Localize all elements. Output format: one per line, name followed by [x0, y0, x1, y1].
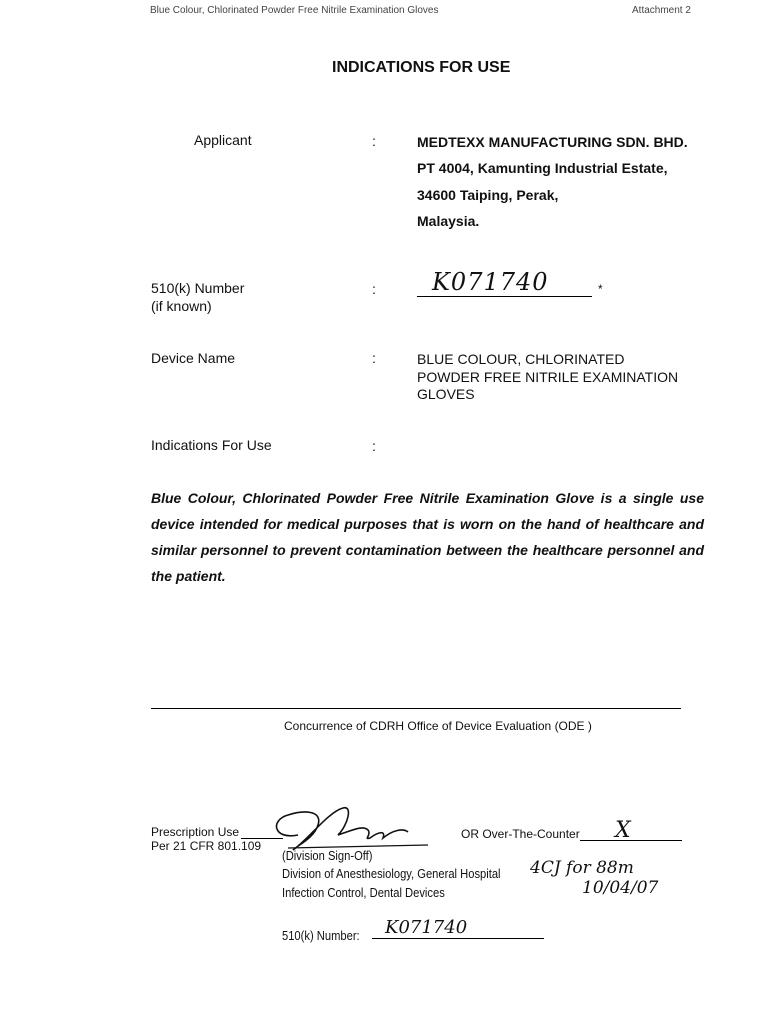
- handwritten-date: 10/04/07: [582, 878, 659, 898]
- footer-k-number-label: 510(k) Number:: [282, 928, 360, 943]
- otc-label: OR Over-The-Counter: [461, 827, 580, 841]
- applicant-colon: :: [372, 133, 376, 149]
- k-number-if-known: (if known): [151, 298, 212, 314]
- division-name: Division of Anesthesiology, General Hospital: [282, 866, 501, 881]
- indications-label: Indications For Use: [151, 437, 272, 453]
- concurrence-text: Concurrence of CDRH Office of Device Evaluation (ODE ): [284, 719, 592, 733]
- k-number-asterisk: *: [598, 282, 603, 296]
- device-name-line1: BLUE COLOUR, CHLORINATED: [417, 351, 625, 367]
- header-right-text: Attachment 2: [632, 5, 691, 16]
- prescription-use-label: Prescription Use: [151, 825, 240, 839]
- header-left-text: Blue Colour, Chlorinated Powder Free Nitrile Examination Gloves: [150, 5, 439, 16]
- indications-colon: :: [372, 438, 376, 454]
- applicant-address-line1: PT 4004, Kamunting Industrial Estate,: [417, 160, 668, 176]
- applicant-name: MEDTEXX MANUFACTURING SDN. BHD.: [417, 134, 688, 150]
- footer-k-number-underline: [372, 938, 544, 939]
- k-number-underline: [417, 296, 592, 297]
- device-name-colon: :: [372, 350, 376, 366]
- infection-control-label: Infection Control, Dental Devices: [282, 885, 445, 900]
- page-title: INDICATIONS FOR USE: [332, 59, 511, 76]
- handwritten-initials: 4CJ for 88m: [530, 858, 634, 878]
- applicant-country: Malaysia.: [417, 213, 480, 229]
- device-name-line2: POWDER FREE NITRILE EXAMINATION: [417, 369, 679, 385]
- footer-k-number-handwritten: K071740: [385, 917, 468, 938]
- device-name-label: Device Name: [151, 350, 236, 366]
- device-name-line3: GLOVES: [417, 386, 475, 402]
- applicant-label: Applicant: [194, 132, 252, 148]
- k-number-handwritten: K071740: [432, 268, 549, 296]
- otc-handwritten-mark: X: [615, 818, 631, 843]
- k-number-label: 510(k) Number: [151, 280, 245, 296]
- applicant-address-line2: 34600 Taiping, Perak,: [417, 187, 559, 203]
- otc-blank: [580, 840, 682, 841]
- indications-paragraph: Blue Colour, Chlorinated Powder Free Nitrile Examination Glove is a single use device intended for medical purposes that is worn on the hand of healthcare and similar personnel to prevent contamination between the healthcare personnel and the patient.: [151, 490, 704, 584]
- concurrence-rule: [151, 708, 681, 709]
- per-cfr-label: Per 21 CFR 801.109: [151, 839, 262, 853]
- division-signoff-label: (Division Sign-Off): [282, 848, 373, 863]
- k-number-colon: :: [372, 281, 376, 297]
